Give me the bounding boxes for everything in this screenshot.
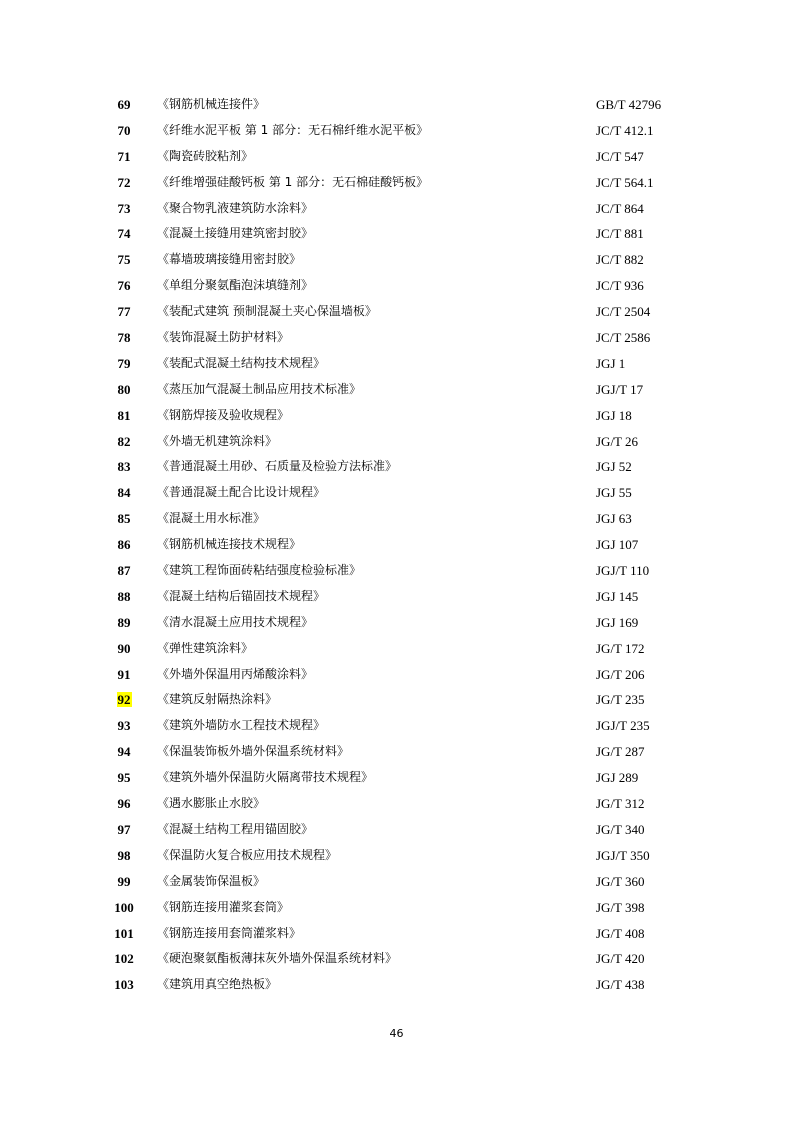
standard-title: 《混凝土结构后锚固技术规程》 bbox=[157, 588, 326, 603]
standard-title: 《纤维增强硅酸钙板 第 1 部分：无石棉硅酸钙板》 bbox=[157, 174, 429, 189]
standard-code: JGJ/T 235 bbox=[596, 718, 650, 734]
item-number bbox=[110, 791, 138, 817]
standard-code: JG/T 312 bbox=[596, 796, 645, 812]
standard-title: 《硬泡聚氨酯板薄抹灰外墙外保温系统材料》 bbox=[157, 951, 398, 966]
list-item bbox=[0, 403, 793, 429]
list-item bbox=[0, 299, 793, 325]
standard-code: JGJ 52 bbox=[596, 459, 632, 475]
item-number-text: 95 bbox=[117, 770, 131, 786]
item-number bbox=[110, 584, 138, 610]
item-number bbox=[110, 377, 138, 403]
item-number bbox=[110, 247, 138, 273]
item-number-text: 71 bbox=[117, 148, 131, 164]
item-number-text: 86 bbox=[117, 537, 131, 553]
standard-code: JC/T 864 bbox=[596, 200, 644, 216]
item-number-text: 96 bbox=[117, 796, 131, 812]
standard-code: JC/T 2586 bbox=[596, 330, 651, 346]
standard-title: 《纤维水泥平板 第 1 部分：无石棉纤维水泥平板》 bbox=[157, 122, 429, 137]
item-number bbox=[110, 170, 138, 196]
standard-title: 《钢筋机械连接件》 bbox=[157, 97, 266, 111]
item-number-text: 72 bbox=[117, 174, 131, 190]
item-number-text: 75 bbox=[117, 252, 131, 268]
standard-code: JG/T 398 bbox=[596, 899, 645, 915]
list-item bbox=[0, 687, 793, 713]
standard-title: 《金属装饰保温板》 bbox=[157, 873, 266, 888]
standard-code: JG/T 340 bbox=[596, 821, 645, 837]
item-number-text: 79 bbox=[117, 355, 131, 371]
list-item bbox=[0, 765, 793, 791]
standard-code: JG/T 408 bbox=[596, 925, 645, 941]
item-number-text: 84 bbox=[117, 485, 131, 501]
item-number-text: 73 bbox=[117, 200, 131, 216]
standard-title: 《普通混凝土配合比设计规程》 bbox=[157, 485, 326, 500]
item-number bbox=[110, 869, 138, 895]
item-number bbox=[110, 532, 138, 558]
standard-code: JC/T 412.1 bbox=[596, 122, 654, 138]
standard-code: JC/T 2504 bbox=[596, 304, 651, 320]
standard-title: 《保温装饰板外墙外保温系统材料》 bbox=[157, 744, 350, 759]
item-number bbox=[110, 739, 138, 765]
standard-title: 《幕墙玻璃接缝用密封胶》 bbox=[157, 252, 302, 267]
item-number bbox=[110, 921, 138, 947]
standard-code: JG/T 287 bbox=[596, 744, 645, 760]
item-number bbox=[110, 454, 138, 480]
list-item bbox=[0, 247, 793, 273]
item-number-text: 76 bbox=[117, 278, 131, 294]
item-number-text: 78 bbox=[117, 330, 131, 346]
item-number bbox=[110, 636, 138, 662]
standard-title: 《装饰混凝土防护材料》 bbox=[157, 330, 290, 345]
list-item bbox=[0, 118, 793, 144]
list-item bbox=[0, 429, 793, 455]
item-number-text: 93 bbox=[117, 718, 131, 734]
item-number-text: 74 bbox=[117, 226, 131, 242]
list-item bbox=[0, 972, 793, 998]
item-number-text: 103 bbox=[114, 977, 134, 993]
item-number-text: 80 bbox=[117, 381, 131, 397]
standard-title: 《装配式建筑 预制混凝土夹心保温墙板》 bbox=[157, 304, 377, 319]
standard-code: JC/T 547 bbox=[596, 148, 644, 164]
list-item bbox=[0, 739, 793, 765]
standard-code: JGJ/T 110 bbox=[596, 563, 650, 579]
standard-title: 《外墙外保温用丙烯酸涂料》 bbox=[157, 666, 314, 681]
list-item bbox=[0, 636, 793, 662]
list-item bbox=[0, 351, 793, 377]
standard-title: 《建筑外墙防水工程技术规程》 bbox=[157, 718, 326, 733]
list-item bbox=[0, 921, 793, 947]
list-item bbox=[0, 895, 793, 921]
item-number-text: 92 bbox=[117, 692, 131, 708]
standard-code: JG/T 438 bbox=[596, 977, 645, 993]
item-number bbox=[110, 843, 138, 869]
standard-code: JG/T 172 bbox=[596, 640, 645, 656]
standard-title: 《弹性建筑涂料》 bbox=[157, 640, 254, 655]
list-item bbox=[0, 584, 793, 610]
list-item bbox=[0, 273, 793, 299]
standard-title: 《装配式混凝土结构技术规程》 bbox=[157, 355, 326, 370]
standard-code: JG/T 26 bbox=[596, 433, 639, 449]
standard-title: 《混凝土结构工程用锚固胶》 bbox=[157, 821, 314, 836]
item-number bbox=[110, 972, 138, 998]
item-number-text: 91 bbox=[117, 666, 131, 682]
standard-title: 《保温防火复合板应用技术规程》 bbox=[157, 847, 338, 862]
standard-title: 《单组分聚氨酯泡沫填缝剂》 bbox=[157, 278, 314, 293]
list-item bbox=[0, 869, 793, 895]
standard-code: JGJ 63 bbox=[596, 511, 632, 527]
item-number-text: 83 bbox=[117, 459, 131, 475]
item-number bbox=[110, 610, 138, 636]
item-number-text: 85 bbox=[117, 511, 131, 527]
item-number bbox=[110, 713, 138, 739]
list-item bbox=[0, 325, 793, 351]
standard-code: JG/T 206 bbox=[596, 666, 645, 682]
item-number bbox=[110, 299, 138, 325]
standard-title: 《建筑工程饰面砖粘结强度检验标准》 bbox=[157, 563, 362, 578]
item-number-text: 98 bbox=[117, 847, 131, 863]
standard-code: JG/T 235 bbox=[596, 692, 645, 708]
item-number bbox=[110, 196, 138, 222]
item-number-text: 94 bbox=[117, 744, 131, 760]
standard-title: 《陶瓷砖胶粘剂》 bbox=[157, 148, 254, 163]
item-number-text: 70 bbox=[117, 122, 131, 138]
standard-title: 《聚合物乳液建筑防水涂料》 bbox=[157, 200, 314, 215]
standard-title: 《清水混凝土应用技术规程》 bbox=[157, 614, 314, 629]
list-item bbox=[0, 377, 793, 403]
list-item bbox=[0, 713, 793, 739]
item-number bbox=[110, 480, 138, 506]
item-number-text: 97 bbox=[117, 821, 131, 837]
item-number-text: 87 bbox=[117, 563, 131, 579]
standard-code: JGJ 169 bbox=[596, 614, 639, 630]
item-number bbox=[110, 662, 138, 688]
item-number bbox=[110, 144, 138, 170]
standard-code: JC/T 881 bbox=[596, 226, 644, 242]
item-number bbox=[110, 273, 138, 299]
item-number bbox=[110, 325, 138, 351]
list-item bbox=[0, 532, 793, 558]
list-item bbox=[0, 480, 793, 506]
standard-title: 《钢筋连接用灌浆套筒》 bbox=[157, 899, 290, 914]
standard-code: JGJ/T 17 bbox=[596, 381, 644, 397]
item-number-text: 100 bbox=[114, 899, 134, 915]
standard-code: JC/T 882 bbox=[596, 252, 644, 268]
item-number-text: 88 bbox=[117, 588, 131, 604]
standard-code: JGJ 289 bbox=[596, 770, 639, 786]
item-number-text: 81 bbox=[117, 407, 131, 423]
standard-code: JGJ 18 bbox=[596, 407, 632, 423]
standard-title: 《普通混凝土用砂、石质量及检验方法标准》 bbox=[157, 459, 398, 474]
standard-code: JG/T 420 bbox=[596, 951, 645, 967]
standard-title: 《钢筋连接用套筒灌浆料》 bbox=[157, 925, 302, 940]
list-item bbox=[0, 791, 793, 817]
standard-code: JC/T 936 bbox=[596, 278, 644, 294]
standard-code: JGJ 107 bbox=[596, 537, 639, 553]
standard-title: 《建筑反射隔热涂料》 bbox=[157, 692, 278, 707]
list-item bbox=[0, 662, 793, 688]
list-item bbox=[0, 144, 793, 170]
item-number-text: 101 bbox=[114, 925, 134, 941]
item-number-text: 90 bbox=[117, 640, 131, 656]
list-item bbox=[0, 558, 793, 584]
list-item bbox=[0, 817, 793, 843]
item-number bbox=[110, 403, 138, 429]
item-number-text: 82 bbox=[117, 433, 131, 449]
standard-title: 《钢筋焊接及验收规程》 bbox=[157, 407, 290, 422]
standards-list bbox=[0, 92, 793, 998]
item-number bbox=[110, 946, 138, 972]
standard-title: 《蒸压加气混凝土制品应用技术标准》 bbox=[157, 381, 362, 396]
standard-code: JGJ 145 bbox=[596, 588, 639, 604]
list-item bbox=[0, 170, 793, 196]
standard-title: 《遇水膨胀止水胶》 bbox=[157, 796, 266, 811]
standard-code: JG/T 360 bbox=[596, 873, 645, 889]
standard-title: 《建筑用真空绝热板》 bbox=[157, 977, 278, 992]
item-number bbox=[110, 429, 138, 455]
list-item bbox=[0, 196, 793, 222]
item-number bbox=[110, 221, 138, 247]
item-number bbox=[110, 895, 138, 921]
item-number-text: 99 bbox=[117, 873, 131, 889]
list-item bbox=[0, 506, 793, 532]
list-item bbox=[0, 221, 793, 247]
standard-code: JC/T 564.1 bbox=[596, 174, 654, 190]
item-number-text: 77 bbox=[117, 304, 131, 320]
standard-title: 《混凝土用水标准》 bbox=[157, 511, 266, 526]
page-number: 46 bbox=[389, 1027, 404, 1040]
standard-code: JGJ/T 350 bbox=[596, 847, 650, 863]
standard-code: GB/T 42796 bbox=[596, 97, 662, 112]
item-number bbox=[110, 817, 138, 843]
item-number bbox=[110, 118, 138, 144]
standard-title: 《建筑外墙外保温防火隔离带技术规程》 bbox=[157, 770, 374, 785]
item-number bbox=[110, 351, 138, 377]
item-number bbox=[110, 92, 138, 118]
item-number bbox=[110, 687, 138, 713]
list-item bbox=[0, 454, 793, 480]
item-number bbox=[110, 506, 138, 532]
standard-code: JGJ 1 bbox=[596, 355, 626, 371]
list-item bbox=[0, 92, 793, 118]
standard-title: 《混凝土接缝用建筑密封胶》 bbox=[157, 226, 314, 241]
standard-title: 《钢筋机械连接技术规程》 bbox=[157, 537, 302, 552]
item-number bbox=[110, 558, 138, 584]
standard-code: JGJ 55 bbox=[596, 485, 632, 501]
item-number bbox=[110, 765, 138, 791]
standard-title: 《外墙无机建筑涂料》 bbox=[157, 433, 278, 448]
item-number-text: 89 bbox=[117, 614, 131, 630]
list-item bbox=[0, 946, 793, 972]
item-number-text: 69 bbox=[117, 97, 131, 112]
list-item bbox=[0, 843, 793, 869]
list-item bbox=[0, 610, 793, 636]
item-number-text: 102 bbox=[114, 951, 134, 967]
